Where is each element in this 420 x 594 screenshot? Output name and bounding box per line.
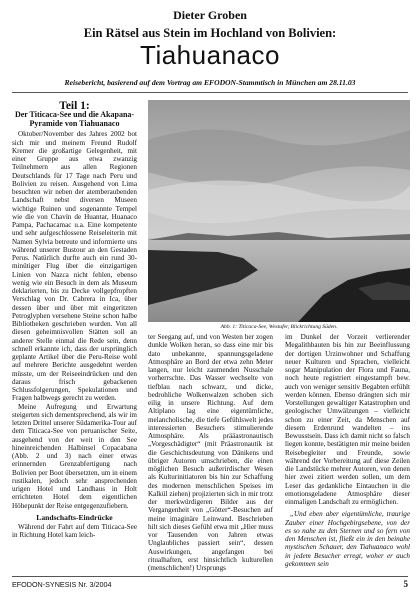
text-column-3	[285, 333, 410, 572]
quote-paragraph: „Und eben aber eigentümliche, traurige Zauber einer Hochgebirgsebene, von der es so nahe zu den Sternen und so fern von den Menschen ist, fließt ein in den beinahe mystischen Schauer, den Tiahuanaco wohl in jedem Besucher erregt, woher er auch gekommen sein	[285, 510, 410, 568]
landscape-photo-image	[148, 100, 410, 322]
paragraph: im Dunkel der Vorzeit verlierender Megalithbauten bis hin zur Beeinflussung der dortigen Urzinwohner und Schaffung neuer Kulturen und Sprachen, vielleicht sogar Manipulation der Flora und Fauna, noch heute registriert eingestampft bew. auch von weniger sensitiv Begabten erfühlt werden können. Ebenso drängten sich mir Vorstellungen gewaltiger Katastrophen und geologischer Umwälzungen – vielleicht schon zu einer Zeit, da Menschen auf diesem Erdenrund wandelten – ins Bewusstsein. Dass ich damit nicht so falsch liegen konnte, bestätigten mir meine beiden Reisebegleiter und Freunde, sowie während der Vorbereitung auf diese Zeilen die Landstücke mehrer Autoren, von denen hier zwei zitiert werden sollen, um dem Leser das gedankliche Eintauchen in die emotionsgeladene Atmosphäre dieser einmaligen Landschaft zu ermöglichen.	[285, 333, 410, 506]
page-number: 5	[403, 579, 408, 589]
text-column-2	[148, 333, 273, 572]
photo-caption: Abb. 1: Titicaca-See, Westufer, Blickrichtung Süden.	[220, 324, 338, 330]
text-column-1	[12, 98, 137, 572]
paragraph: Meine Aufregung und Erwartung steigerten sich dementsprechend, als wir im letzten Drittel unserer Südamerika-Tour auf dem Titicaca-See von peruanischer Seite, ausgehend von der weit in den See hineinreichenden Halbinsel Copacabana (Abb. 2 und 3) nach einer etwas erinnernden Grenzabfertigung nach Bolivien per Boot übersetzten, um in einem rustikalen, jedoch sehr ansprechenden urigen Hotel und Landhaus in Holt errichteten Hotel dem eigentlichen Höhepunkt der Reise entgegenzufiebern.	[12, 402, 137, 510]
author-name: Dieter Groben	[173, 8, 247, 22]
journal-footer: EFODON-SYNESIS Nr. 3/2004	[12, 580, 112, 589]
article-pretitle: Ein Rätsel aus Stein im Hochland von Bolivien:	[83, 26, 337, 40]
article-subtitle: Reisebericht, basierend auf dem Vortrag am EFODON-Stammtisch in München am 28.11.03	[64, 78, 356, 87]
subsection-heading: Landschafts-Eindrücke	[36, 512, 113, 522]
paragraph: ter Seegang auf, und von Westen her zogen dunkle Wolken heran, so dass eine mir bis dato unbekannte, spannungsgeladene Atmosphäre an Bord der etwa zehn Meter langen, nur leicht zaumenden Nusschale vorherrschte. Das Wasser wechselte von tiefblau nach schwarz, und dicke, bedrohliche Wolkenwalzen schoben sich eilig in unsere Richtung. Auf dem Altiplano lag eine eigentümliche, melancholische, die tiefe Gefühlswelt jedes interessierten Besuchers stimulierende Atmosphäre. Als prääastronautisch „Vorgeschädigter“ (mit Präastronautik ist die Geschichtsdeutung von Dänikens und übriger Autoren umschrieben, die einen möglichen Besuch außerirdischer Wesen als Kulturinitiatoren bis hin zur Schaffung des modernen menschlichen Speises im Kalkül ziehen) projizierten sich in mir trotz der merkwürdigeren Bilder aus der Vergangenheit von „Götter“-Besuchen auf meine imaginäre Leinwand. Beschrieben hilt sich dieses Gefühl etwa mit „Hier muss vor Tausenden von Jahren etwas Unglaubliches passiert sein“, dessen Auswirkungen, angefangen bei ritualhaften, erst hinsichtlich kulturellen (menschlichen!) Ursprungs	[148, 333, 273, 572]
section-subheading: Der Titicaca-See und die Akapana-Pyramide von Tiahuanaco	[14, 110, 135, 129]
footer-divider	[12, 576, 408, 577]
paragraph: Während der Fahrt auf dem Titicaca-See in Richtung Hotel kam leich-	[12, 523, 137, 540]
header-divider	[12, 92, 408, 93]
section-heading: Teil 1:	[59, 100, 90, 112]
paragraph: Oktober/November des Jahres 2002 bot sich mir und meinem Freund Rudolf Kremer die großartige Gelegenheit, mit einer Gruppe aus etwa zwanzig Teilnehmern aus allen Regionen Deutschlands für 17 Tage nach Peru und Bolivien zu reisen. Ausgehend von Lima besuchten wir neben der atemberaubenden Landschaft nebst diversen Museen wichtige Ruinen und sogenannte Tempel wie die von Chavín de Huantar, Huanaco Pampa, Pachacamac u.a. Eine kompetente und sehr aufgeschlossene Reiseleiterin mit Namen Sylvia betreute und informierte uns während unserer Bustour an den Gestaden Perus. Natürlich durfte auch ein rund 30-minütiger Flug über die einzigartigen Linien von Nazca nicht fehlen, ebenso wenig wie ein Besuch in dem als Museum deklarierten, bis zu Decke vollgepfropften Verschlag von Dr. Cabrera in Ica, über dessen über und über mit eingeritzten Petroglyphen versehene Steine schon halbe Bibliotheken geschrieben wurden. Von all diesen geheimnisvollen Stätten soll an anderer Stelle einmal die Rede sein, denn schnell erkannte ich, dass der ursprünglich geplante Artikel über die Peru-Reise wohl auf mehrere Berichte ausgedehnt werden müsste, um der Reiseeindrücken und den daraus frisch gebackenen Schlussfolgerungen, Spekulationen und Fragen halbwegs gerecht zu werden.	[12, 130, 137, 403]
article-title: Tiahuanaco	[140, 40, 280, 70]
lake-titicaca-photo	[148, 100, 410, 322]
